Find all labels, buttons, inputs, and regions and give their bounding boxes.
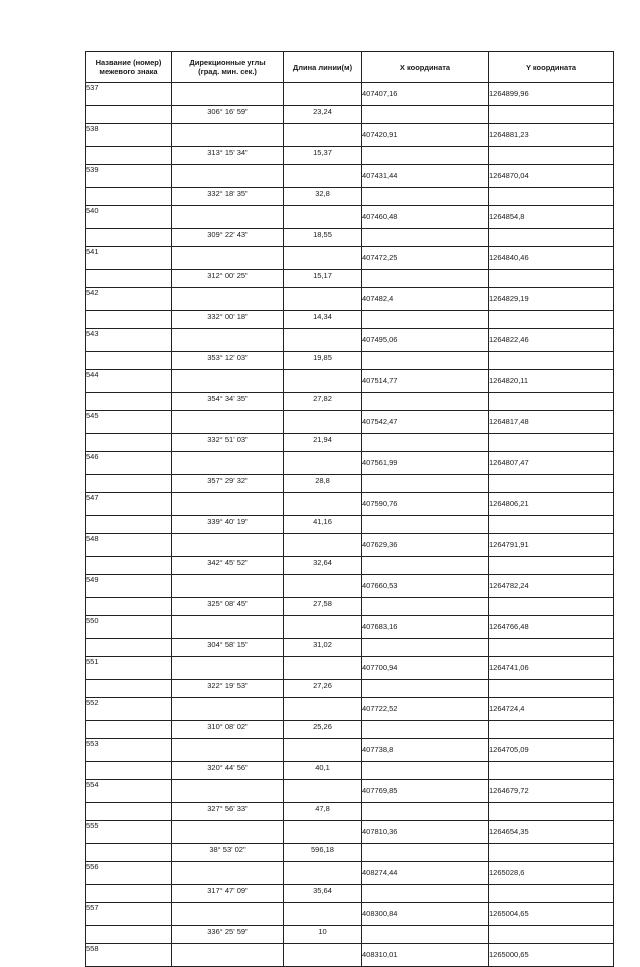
direction-angle-cell: 339° 40' 19" (172, 516, 284, 534)
table-row-segment (86, 475, 614, 493)
y-coordinate-cell: 1264791,91 (489, 534, 614, 557)
empty-length-cell (284, 165, 362, 188)
line-length-cell: 28,8 (284, 475, 362, 493)
direction-angle-cell: 342° 45' 52" (172, 557, 284, 575)
empty-length-cell (284, 903, 362, 926)
empty-y-cell (489, 106, 614, 124)
table-row-point (86, 83, 614, 106)
empty-y-cell (489, 762, 614, 780)
table-row-point (86, 165, 614, 188)
empty-y-cell (489, 803, 614, 821)
empty-name-cell (86, 639, 172, 657)
x-coordinate-cell: 407561,99 (362, 452, 489, 475)
point-name-cell: 540 (86, 206, 172, 229)
empty-name-cell (86, 803, 172, 821)
empty-y-cell (489, 557, 614, 575)
empty-name-cell (86, 557, 172, 575)
table-row-segment (86, 926, 614, 944)
empty-length-cell (284, 739, 362, 762)
point-name-cell: 558 (86, 944, 172, 967)
x-coordinate-cell: 408300,84 (362, 903, 489, 926)
empty-name-cell (86, 147, 172, 165)
point-name-cell: 543 (86, 329, 172, 352)
point-name-cell: 555 (86, 821, 172, 844)
empty-name-cell (86, 434, 172, 452)
x-coordinate-cell: 407472,25 (362, 247, 489, 270)
y-coordinate-cell: 1264705,09 (489, 739, 614, 762)
x-coordinate-cell: 407407,16 (362, 83, 489, 106)
table-header-row (86, 52, 614, 83)
table-row-segment (86, 352, 614, 370)
point-name-cell: 556 (86, 862, 172, 885)
empty-angle-cell (172, 780, 284, 803)
x-coordinate-cell: 407722,52 (362, 698, 489, 721)
table-row-segment (86, 844, 614, 862)
table-row-segment (86, 885, 614, 903)
table-row-segment (86, 434, 614, 452)
y-coordinate-cell: 1264881,23 (489, 124, 614, 147)
table-row-segment (86, 721, 614, 739)
x-coordinate-cell: 407660,53 (362, 575, 489, 598)
direction-angle-cell: 38° 53' 02" (172, 844, 284, 862)
empty-x-cell (362, 311, 489, 329)
direction-angle-cell: 357° 29' 32" (172, 475, 284, 493)
empty-y-cell (489, 885, 614, 903)
x-coordinate-cell: 408310,01 (362, 944, 489, 967)
x-coordinate-cell: 407482,4 (362, 288, 489, 311)
x-coordinate-cell: 407514,77 (362, 370, 489, 393)
line-length-cell: 32,8 (284, 188, 362, 206)
empty-angle-cell (172, 206, 284, 229)
empty-angle-cell (172, 739, 284, 762)
x-coordinate-cell: 407700,94 (362, 657, 489, 680)
empty-y-cell (489, 721, 614, 739)
empty-name-cell (86, 106, 172, 124)
point-name-cell: 548 (86, 534, 172, 557)
empty-length-cell (284, 493, 362, 516)
y-coordinate-cell: 1265000,65 (489, 944, 614, 967)
empty-name-cell (86, 885, 172, 903)
table-row-point (86, 657, 614, 680)
empty-name-cell (86, 270, 172, 288)
table-row-segment (86, 639, 614, 657)
header-length: Длина линии(м) (284, 52, 362, 83)
empty-name-cell (86, 229, 172, 247)
point-name-cell: 554 (86, 780, 172, 803)
empty-angle-cell (172, 411, 284, 434)
empty-y-cell (489, 147, 614, 165)
empty-length-cell (284, 370, 362, 393)
point-name-cell: 552 (86, 698, 172, 721)
table-row-point (86, 124, 614, 147)
empty-length-cell (284, 616, 362, 639)
table-row-segment (86, 680, 614, 698)
x-coordinate-cell: 407629,36 (362, 534, 489, 557)
empty-y-cell (489, 639, 614, 657)
empty-angle-cell (172, 903, 284, 926)
empty-name-cell (86, 844, 172, 862)
point-name-cell: 541 (86, 247, 172, 270)
table-row-segment (86, 598, 614, 616)
direction-angle-cell: 332° 51' 03" (172, 434, 284, 452)
empty-y-cell (489, 926, 614, 944)
empty-angle-cell (172, 452, 284, 475)
y-coordinate-cell: 1265028,6 (489, 862, 614, 885)
empty-x-cell (362, 639, 489, 657)
point-name-cell: 539 (86, 165, 172, 188)
empty-x-cell (362, 434, 489, 452)
x-coordinate-cell: 407769,85 (362, 780, 489, 803)
table-row-point (86, 493, 614, 516)
table-row-point (86, 452, 614, 475)
empty-angle-cell (172, 124, 284, 147)
table-row-segment (86, 270, 614, 288)
table-row-point (86, 862, 614, 885)
header-angle: Дирекционные углы (град. мин. сек.) (172, 52, 284, 83)
table-row-point (86, 944, 614, 967)
header-x: X координата (362, 52, 489, 83)
point-name-cell: 546 (86, 452, 172, 475)
line-length-cell: 31,02 (284, 639, 362, 657)
empty-length-cell (284, 329, 362, 352)
table-row-point (86, 247, 614, 270)
table-row-point (86, 534, 614, 557)
empty-length-cell (284, 411, 362, 434)
y-coordinate-cell: 1264741,06 (489, 657, 614, 680)
line-length-cell: 27,26 (284, 680, 362, 698)
point-name-cell: 538 (86, 124, 172, 147)
empty-x-cell (362, 762, 489, 780)
empty-angle-cell (172, 657, 284, 680)
empty-length-cell (284, 124, 362, 147)
line-length-cell: 596,18 (284, 844, 362, 862)
x-coordinate-cell: 407420,91 (362, 124, 489, 147)
x-coordinate-cell: 407810,36 (362, 821, 489, 844)
x-coordinate-cell: 407542,47 (362, 411, 489, 434)
empty-name-cell (86, 762, 172, 780)
line-length-cell: 35,64 (284, 885, 362, 903)
empty-angle-cell (172, 534, 284, 557)
x-coordinate-cell: 407683,16 (362, 616, 489, 639)
x-coordinate-cell: 407460,48 (362, 206, 489, 229)
header-name: Название (номер) межевого знака (86, 52, 172, 83)
y-coordinate-cell: 1264807,47 (489, 452, 614, 475)
line-length-cell: 27,82 (284, 393, 362, 411)
point-name-cell: 549 (86, 575, 172, 598)
empty-x-cell (362, 557, 489, 575)
direction-angle-cell: 353° 12' 03" (172, 352, 284, 370)
y-coordinate-cell: 1264817,48 (489, 411, 614, 434)
direction-angle-cell: 312° 00' 25" (172, 270, 284, 288)
table-row-point (86, 616, 614, 639)
empty-x-cell (362, 106, 489, 124)
empty-length-cell (284, 780, 362, 803)
y-coordinate-cell: 1264829,19 (489, 288, 614, 311)
line-length-cell: 15,17 (284, 270, 362, 288)
y-coordinate-cell: 1264840,46 (489, 247, 614, 270)
table-row-point (86, 739, 614, 762)
empty-length-cell (284, 206, 362, 229)
empty-angle-cell (172, 493, 284, 516)
line-length-cell: 41,16 (284, 516, 362, 534)
line-length-cell: 21,94 (284, 434, 362, 452)
table-row-segment (86, 803, 614, 821)
y-coordinate-cell: 1264806,21 (489, 493, 614, 516)
empty-y-cell (489, 844, 614, 862)
direction-angle-cell: 313° 15' 34" (172, 147, 284, 165)
empty-length-cell (284, 862, 362, 885)
table-row-segment (86, 762, 614, 780)
direction-angle-cell: 309° 22' 43" (172, 229, 284, 247)
empty-x-cell (362, 598, 489, 616)
table-body (86, 83, 614, 967)
empty-angle-cell (172, 247, 284, 270)
empty-x-cell (362, 680, 489, 698)
point-name-cell: 547 (86, 493, 172, 516)
empty-y-cell (489, 188, 614, 206)
line-length-cell: 47,8 (284, 803, 362, 821)
empty-y-cell (489, 352, 614, 370)
table-row-segment (86, 516, 614, 534)
empty-x-cell (362, 516, 489, 534)
empty-length-cell (284, 83, 362, 106)
empty-y-cell (489, 393, 614, 411)
direction-angle-cell: 325° 08' 45" (172, 598, 284, 616)
empty-y-cell (489, 680, 614, 698)
point-name-cell: 550 (86, 616, 172, 639)
empty-angle-cell (172, 370, 284, 393)
empty-length-cell (284, 452, 362, 475)
empty-y-cell (489, 434, 614, 452)
empty-angle-cell (172, 329, 284, 352)
empty-x-cell (362, 393, 489, 411)
table-row-segment (86, 188, 614, 206)
y-coordinate-cell: 1264822,46 (489, 329, 614, 352)
table-row-point (86, 698, 614, 721)
line-length-cell: 25,26 (284, 721, 362, 739)
line-length-cell: 27,58 (284, 598, 362, 616)
empty-angle-cell (172, 821, 284, 844)
empty-length-cell (284, 657, 362, 680)
boundary-coordinates-table (85, 51, 614, 967)
line-length-cell: 19,85 (284, 352, 362, 370)
y-coordinate-cell: 1264654,35 (489, 821, 614, 844)
empty-name-cell (86, 516, 172, 534)
point-name-cell: 544 (86, 370, 172, 393)
empty-length-cell (284, 288, 362, 311)
table-row-point (86, 903, 614, 926)
direction-angle-cell: 320° 44' 56" (172, 762, 284, 780)
direction-angle-cell: 327° 56' 33" (172, 803, 284, 821)
y-coordinate-cell: 1264899,96 (489, 83, 614, 106)
table-row-point (86, 288, 614, 311)
direction-angle-cell: 336° 25' 59" (172, 926, 284, 944)
empty-name-cell (86, 188, 172, 206)
empty-x-cell (362, 188, 489, 206)
point-name-cell: 537 (86, 83, 172, 106)
empty-name-cell (86, 393, 172, 411)
y-coordinate-cell: 1264870,04 (489, 165, 614, 188)
line-length-cell: 15,37 (284, 147, 362, 165)
empty-name-cell (86, 475, 172, 493)
empty-y-cell (489, 229, 614, 247)
point-name-cell: 557 (86, 903, 172, 926)
empty-angle-cell (172, 944, 284, 967)
y-coordinate-cell: 1264766,48 (489, 616, 614, 639)
empty-length-cell (284, 821, 362, 844)
table-row-point (86, 411, 614, 434)
empty-x-cell (362, 885, 489, 903)
empty-x-cell (362, 229, 489, 247)
table-row-point (86, 370, 614, 393)
y-coordinate-cell: 1264782,24 (489, 575, 614, 598)
empty-length-cell (284, 534, 362, 557)
empty-x-cell (362, 926, 489, 944)
table-row-segment (86, 557, 614, 575)
empty-name-cell (86, 311, 172, 329)
empty-x-cell (362, 270, 489, 288)
empty-y-cell (489, 270, 614, 288)
table-row-point (86, 575, 614, 598)
empty-name-cell (86, 926, 172, 944)
direction-angle-cell: 332° 00' 18" (172, 311, 284, 329)
point-name-cell: 542 (86, 288, 172, 311)
direction-angle-cell: 332° 18' 35" (172, 188, 284, 206)
empty-angle-cell (172, 288, 284, 311)
empty-length-cell (284, 575, 362, 598)
table-row-point (86, 821, 614, 844)
header-y: Y координата (489, 52, 614, 83)
empty-length-cell (284, 944, 362, 967)
empty-name-cell (86, 721, 172, 739)
table-row-segment (86, 147, 614, 165)
empty-name-cell (86, 352, 172, 370)
line-length-cell: 14,34 (284, 311, 362, 329)
table-row-point (86, 780, 614, 803)
table-row-segment (86, 229, 614, 247)
point-name-cell: 551 (86, 657, 172, 680)
x-coordinate-cell: 408274,44 (362, 862, 489, 885)
line-length-cell: 18,55 (284, 229, 362, 247)
direction-angle-cell: 322° 19' 53" (172, 680, 284, 698)
empty-angle-cell (172, 575, 284, 598)
table-row-segment (86, 393, 614, 411)
y-coordinate-cell: 1264854,8 (489, 206, 614, 229)
empty-y-cell (489, 311, 614, 329)
empty-name-cell (86, 680, 172, 698)
empty-y-cell (489, 516, 614, 534)
empty-length-cell (284, 698, 362, 721)
direction-angle-cell: 354° 34' 35" (172, 393, 284, 411)
x-coordinate-cell: 407431,44 (362, 165, 489, 188)
empty-name-cell (86, 598, 172, 616)
table-row-segment (86, 106, 614, 124)
x-coordinate-cell: 407738,8 (362, 739, 489, 762)
line-length-cell: 10 (284, 926, 362, 944)
y-coordinate-cell: 1264724,4 (489, 698, 614, 721)
table-row-point (86, 206, 614, 229)
y-coordinate-cell: 1265004,65 (489, 903, 614, 926)
empty-x-cell (362, 721, 489, 739)
empty-angle-cell (172, 83, 284, 106)
table-row-segment (86, 311, 614, 329)
y-coordinate-cell: 1264679,72 (489, 780, 614, 803)
empty-angle-cell (172, 862, 284, 885)
empty-x-cell (362, 844, 489, 862)
line-length-cell: 40,1 (284, 762, 362, 780)
empty-y-cell (489, 475, 614, 493)
direction-angle-cell: 310° 08' 02" (172, 721, 284, 739)
line-length-cell: 32,64 (284, 557, 362, 575)
x-coordinate-cell: 407590,76 (362, 493, 489, 516)
table-row-point (86, 329, 614, 352)
empty-angle-cell (172, 698, 284, 721)
empty-angle-cell (172, 165, 284, 188)
y-coordinate-cell: 1264820,11 (489, 370, 614, 393)
empty-x-cell (362, 803, 489, 821)
line-length-cell: 23,24 (284, 106, 362, 124)
empty-y-cell (489, 598, 614, 616)
empty-x-cell (362, 147, 489, 165)
x-coordinate-cell: 407495,06 (362, 329, 489, 352)
direction-angle-cell: 304° 58' 15" (172, 639, 284, 657)
empty-length-cell (284, 247, 362, 270)
empty-x-cell (362, 352, 489, 370)
point-name-cell: 553 (86, 739, 172, 762)
direction-angle-cell: 306° 16' 59" (172, 106, 284, 124)
point-name-cell: 545 (86, 411, 172, 434)
direction-angle-cell: 317° 47' 09" (172, 885, 284, 903)
empty-angle-cell (172, 616, 284, 639)
empty-x-cell (362, 475, 489, 493)
